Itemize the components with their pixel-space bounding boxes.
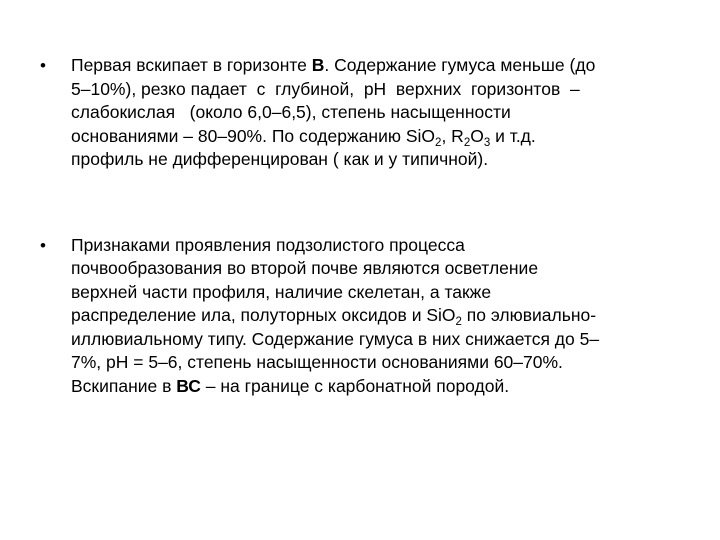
text-line (71, 234, 690, 258)
text-segment: O (470, 125, 484, 146)
subscript: 2 (455, 316, 462, 328)
text-segment: – на границе с карбонатной породой. (200, 375, 510, 396)
text-line (71, 375, 690, 399)
bullet-item-2 (40, 234, 690, 399)
text-line (71, 328, 690, 352)
text-line (71, 125, 690, 149)
text-line (71, 78, 690, 102)
text-segment: иллювиальному типу. Содержание гумуса в них снижается до 5– (71, 328, 600, 349)
text-segment: Первая вскипает в горизонте (71, 55, 312, 75)
text-segment: Признаками проявления подзолистого процесса (71, 234, 465, 255)
subscript: 2 (463, 136, 471, 149)
text-segment: 7%, рН = 5–6, степень насыщенности основаниями 60–70%. (71, 352, 563, 372)
text-segment: профиль не дифференцирован ( как и у типичной). (71, 149, 489, 169)
bullet-marker: • (40, 235, 46, 255)
subscript: 2 (435, 136, 442, 149)
text-segment: по элювиально- (461, 305, 597, 325)
text-segment: почвообразования во второй почве являются осветление (71, 258, 539, 278)
text-line (71, 54, 690, 78)
text-segment: верхней части профиля, наличие скелетан, а также (71, 281, 492, 302)
bullet-item-1 (40, 54, 690, 172)
text-line (71, 351, 690, 375)
text-segment: и т.д. (490, 125, 536, 146)
text-segment: слабокислая (около 6,0–6,5), степень насыщенности (71, 102, 511, 122)
text-segment: основаниями – 80–90%. По содержанию SiO (71, 125, 436, 146)
text-line (71, 304, 690, 328)
bullet-marker: • (40, 56, 46, 75)
subscript: 3 (483, 136, 491, 149)
horizon-label: ВС (176, 375, 201, 396)
text-segment: , R (441, 125, 464, 146)
text-line (71, 281, 690, 305)
text-segment: распределение ила, полуторных оксидов и SiO (71, 305, 456, 325)
text-line (71, 148, 690, 172)
horizon-label: В (311, 55, 325, 75)
text-line (71, 257, 690, 281)
text-segment: 5–10%), резко падает с глубиной, рН верхних горизонтов – (71, 78, 580, 99)
text-segment: . Содержание гумуса меньше (до (324, 55, 596, 75)
text-line (71, 101, 690, 125)
bullet-list (40, 54, 690, 398)
text-segment: Вскипание в (71, 375, 177, 396)
